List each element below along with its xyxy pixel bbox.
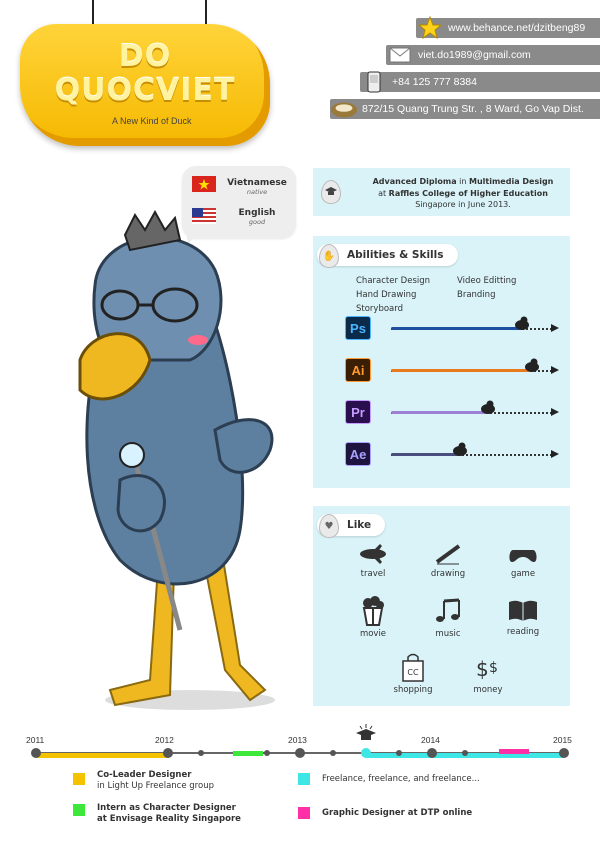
legend-dtp: Graphic Designer at DTP online xyxy=(322,808,473,818)
name-sign xyxy=(20,24,270,146)
skill-level-fill-ps xyxy=(391,327,522,330)
legend-coleader: Co-Leader Designer in Light Up Freelance group xyxy=(97,770,214,791)
shopping-bag-icon xyxy=(400,652,426,682)
timeline-tick xyxy=(264,750,270,756)
graduation-cap-icon xyxy=(321,180,341,204)
hand-icon: ✋ xyxy=(319,244,339,268)
software-icon-ae: Ae xyxy=(345,442,371,466)
legend-freelance: Freelance, freelance, and freelance... xyxy=(322,774,480,784)
skill-character-design: Character Design xyxy=(356,276,431,286)
contact-phone-text: +84 125 777 8384 xyxy=(392,76,477,88)
timeline-year-2014: 2014 xyxy=(421,735,440,745)
timeline-year-2013: 2013 xyxy=(288,735,307,745)
contact-website-text: www.behance.net/dzitbeng89 xyxy=(448,22,586,34)
legend-swatch-freelance xyxy=(298,773,310,785)
skill-level-fill-pr xyxy=(391,411,488,414)
like-panel xyxy=(313,506,570,706)
contact-email[interactable] xyxy=(386,45,600,65)
like-money: $ $ money xyxy=(458,652,518,695)
legend-swatch-coleader xyxy=(73,773,85,785)
gamepad-icon xyxy=(508,542,538,566)
like-travel: travel xyxy=(343,542,403,579)
money-icon xyxy=(472,652,504,682)
like-music: music xyxy=(418,596,478,639)
abilities-title: Abilities & Skills xyxy=(317,244,458,266)
contact-address[interactable] xyxy=(330,99,600,119)
language-english: English good xyxy=(238,208,276,226)
skill-branding: Branding xyxy=(457,290,496,300)
education-text: Advanced Diploma in Multimedia Design at Raffles College of Higher Education Singapore in June 2013. xyxy=(372,177,554,209)
like-game: game xyxy=(493,542,553,579)
skill-video-editting: Video Editting xyxy=(457,276,517,286)
nest-icon xyxy=(330,95,358,123)
timeline-node xyxy=(559,748,569,758)
track-end-arrow-icon xyxy=(551,324,559,332)
timeline-bar-dtp xyxy=(499,749,529,754)
timeline-tick xyxy=(330,750,336,756)
timeline-node xyxy=(295,748,305,758)
like-reading: reading xyxy=(493,598,553,637)
timeline-node xyxy=(163,748,173,758)
duck-marker-icon xyxy=(514,316,530,330)
skill-storyboard: Storyboard xyxy=(356,304,403,314)
phone-icon xyxy=(360,68,388,96)
timeline-year-2012: 2012 xyxy=(155,735,174,745)
tagline: A New Kind of Duck xyxy=(112,116,192,126)
timeline-bar-coleader xyxy=(36,753,168,758)
duck-character-illustration xyxy=(40,210,310,720)
duck-marker-icon xyxy=(452,442,468,456)
language-vietnamese: Vietnamese native xyxy=(227,178,287,196)
like-drawing: drawing xyxy=(418,542,478,579)
contact-email-text: viet.do1989@gmail.com xyxy=(418,49,531,61)
contact-website[interactable] xyxy=(416,18,600,38)
svg-text:$: $ xyxy=(489,660,498,676)
track-end-arrow-icon xyxy=(551,408,559,416)
like-shopping: CC shopping xyxy=(383,652,443,695)
timeline-tick xyxy=(396,750,402,756)
legend-swatch-dtp xyxy=(298,807,310,819)
name-line1: DO xyxy=(118,39,172,74)
skill-level-fill-ae xyxy=(391,453,460,456)
name-line2: QUOCVIET xyxy=(54,73,236,108)
software-icon-ai: Ai xyxy=(345,358,371,382)
envelope-icon xyxy=(386,41,414,69)
pen-icon xyxy=(433,542,463,566)
skill-level-fill-ai xyxy=(391,369,532,372)
timeline-node-graduation xyxy=(361,748,371,758)
timeline-bar-intern xyxy=(233,751,263,756)
svg-text:$: $ xyxy=(476,657,489,681)
legend-swatch-intern xyxy=(73,804,85,816)
timeline-year-2011: 2011 xyxy=(26,735,45,745)
duck-marker-icon xyxy=(480,400,496,414)
timeline-year-2015: 2015 xyxy=(553,735,572,745)
abilities-panel xyxy=(313,236,570,488)
star-icon xyxy=(416,14,444,42)
track-end-arrow-icon xyxy=(551,366,559,374)
timeline-node xyxy=(31,748,41,758)
software-icon-ps: Ps xyxy=(345,316,371,340)
career-timeline xyxy=(0,720,600,780)
music-notes-icon xyxy=(433,596,463,626)
graduation-cap-icon xyxy=(356,724,376,744)
timeline-tick xyxy=(462,750,468,756)
software-icon-pr: Pr xyxy=(345,400,371,424)
book-icon xyxy=(507,598,539,624)
legend-intern: Intern as Character Designer at Envisage Reality Singapore xyxy=(97,803,241,824)
skill-hand-drawing: Hand Drawing xyxy=(356,290,417,300)
like-title: Like xyxy=(317,514,385,536)
heart-icon: ♥ xyxy=(319,514,339,538)
duck-marker-icon xyxy=(524,358,540,372)
track-end-arrow-icon xyxy=(551,450,559,458)
education-panel xyxy=(313,168,570,216)
timeline-tick xyxy=(198,750,204,756)
contact-phone[interactable] xyxy=(360,72,600,92)
timeline-node xyxy=(427,748,437,758)
like-movie: movie xyxy=(343,596,403,639)
svg-text:CC: CC xyxy=(407,668,419,677)
contact-address-text: 872/15 Quang Trung Str. , 8 Ward, Go Vap Dist. xyxy=(362,103,584,115)
popcorn-icon xyxy=(361,596,385,626)
vietnam-flag-icon xyxy=(192,176,216,192)
plane-icon xyxy=(358,542,388,566)
